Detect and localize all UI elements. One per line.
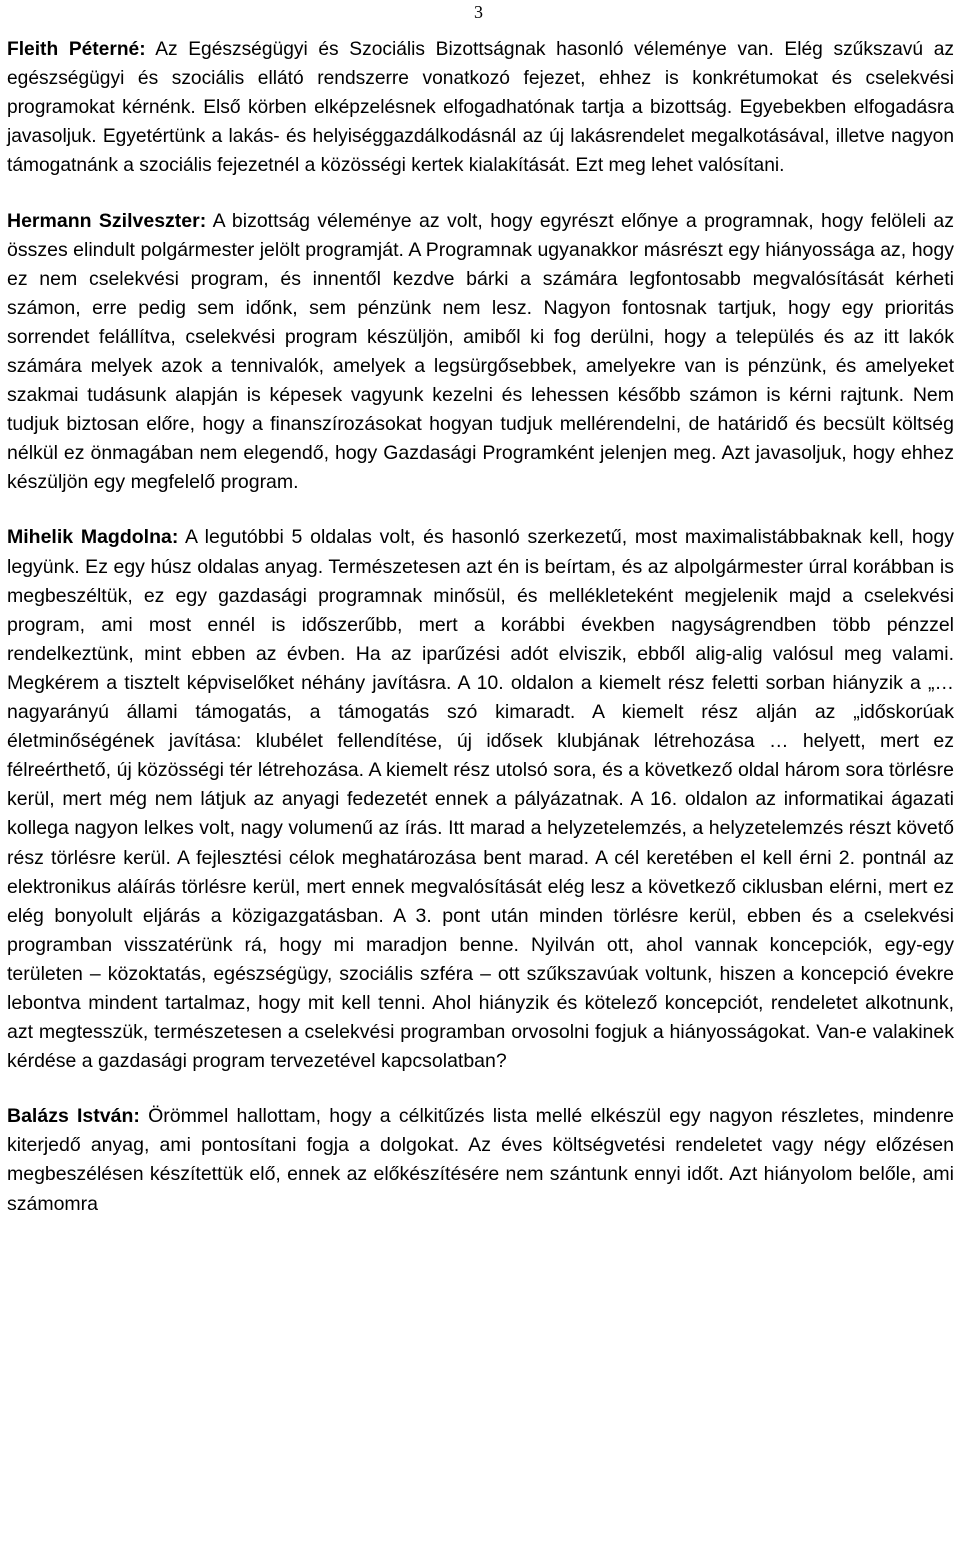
paragraph-text: Az Egészségügyi és Szociális Bizottságnak hasonló véleménye van. Elég szűkszavú az egészségügyi és szociális ellátó rendszerre vonatkozó fejezet, ehhez is konkrétumokat és cselekvési programokat kérnénk. Első körben elképzelésnek elfogadhatónak tartja a bizottság. Egyebekben elfogadásra javasoljuk. Egyetértünk a lakás- és helyiséggazdálkodásnál az új lakásrendelet megalkotásával, illetve nagyon támogatnánk a szociális fejezetnél a közösségi kertek kialakítását. Ezt meg lehet valósítani. [7,39,954,176]
document-body [7,36,954,1245]
page-number: 3 [474,2,483,22]
speaker-name: Fleith Péterné: [7,39,146,60]
paragraph-text: A legutóbbi 5 oldalas volt, és hasonló szerkezetű, most maximalistábbaknak kell, hogy legyünk. Ez egy húsz oldalas anyag. Természetesen azt én is beírtam, és az alpolgármester úrral korábban is megbeszéltük, ez egy gazdasági programnak minősül, és mellékleteként megjelenik majd a cselekvési program, ami most ennél is időszerűbb, mert a korábbi években nagyságrendben több pénzzel rendelkeztünk, mint ebben az évben. Ha az iparűzési adót elviszik, ebből alig-alig valósul meg valami. Megkérem a tisztelt képviselőket néhány javításra. A 10. oldalon a kiemelt rész feletti sorban hiányzik a „…nagyarányú állami támogatás, a támogatás szó kimaradt. A kiemelt rész alján az „időskorúak életminőségének javítása: klubélet fellendítése, új idősek klubjának létrehozása … helyett, mert ez félreérthető, új közösségi tér létrehozása. A kiemelt rész utolsó sora, és a következő oldal három sora törlésre kerül, mert még nem látjuk az anyagi fedezetét ennek a pályázatnak. A 16. oldalon az informatikai ágazati kollega nagyon lelkes volt, nagy volumenű az írás. Itt marad a helyzetelemzés, a helyzetelemzés részt követő rész törlésre kerül. A fejlesztési célok meghatározása bent marad. A cél keretében el kell érni 2. pontnál az elektronikus aláírás törlésre kerül, mert ennek megvalósítását elég lesz a következő ciklusban elérni, mert ez elég bonyolult eljárás a közigazgatásban. A 3. pont után minden törlésre kerül, ebben és a cselekvési programban visszatérünk rá, hogy mi maradjon benne. Nyilván ott, ahol vannak koncepciók, egy-egy területen – közoktatás, egészségügy, szociális szféra – ott szűkszavúak voltunk, hiszen a koncepció évekre lebontva mindent tartalmaz, hogy mit kell tenni. Ahol hiányzik és kötelező koncepciót, rendeletet alkotnunk, azt megtesszük, természetesen a cselekvési programban orvosolni fogjuk a hiányosságokat. Van-e valakinek kérdése a gazdasági program tervezetével kapcsolatban? [7,526,954,1073]
paragraph-fleith [7,36,954,181]
speaker-name: Balázs István: [7,1105,140,1128]
paragraph-balazs [7,1102,954,1218]
speaker-name: Mihelik Magdolna: [7,526,179,549]
paragraph-hermann [7,207,954,498]
paragraph-text: A bizottság véleménye az volt, hogy egyrészt előnye a programnak, hogy felöleli az összes elindult polgármester jelölt programját. A Programnak ugyanakkor másrészt egy hiányossága az, hogy ez nem cselekvési program, és innentől kezdve bárki a számára legfontosabb megvalósítását kérheti számon, erre pedig sem időnk, sem pénzünk nem lesz. Nagyon fontosnak tartjuk, hogy egy prioritás sorrendet felállítva, cselekvési program készüljön, amiből ki fog derülni, hogy a település és az itt lakók számára melyek azok a tennivalók, amelyek a legsürgősebbek, amelyekre van is pénzünk, és amelyeket szakmai tudásunk alapján is képesek vagyunk kezelni és lehessen később számon is kérni rajtunk. Nem tudjuk biztosan előre, hogy a finanszírozásokat hogyan tudjuk mellérendelni, de határidő és becsült költség nélkül ez önmagában nem elegendő, hogy Gazdasági Programként jelenjen meg. Azt javasoljuk, hogy ehhez készüljön egy megfelelő program. [7,209,954,494]
paragraph-mihelik [7,523,954,1076]
paragraph-text: Örömmel hallottam, hogy a célkitűzés lista mellé elkészül egy nagyon részletes, mindenre kiterjedő anyag, ami pontosítani fogja a dolgokat. Az éves költségvetési rendeletet vagy négy előzésen megbeszélésen készítettük elő, ennek az előkészítésére nem szántunk ennyi időt. Azt hiányolom belőle, ami számomra [7,1105,954,1215]
speaker-name: Hermann Szilveszter: [7,209,207,232]
